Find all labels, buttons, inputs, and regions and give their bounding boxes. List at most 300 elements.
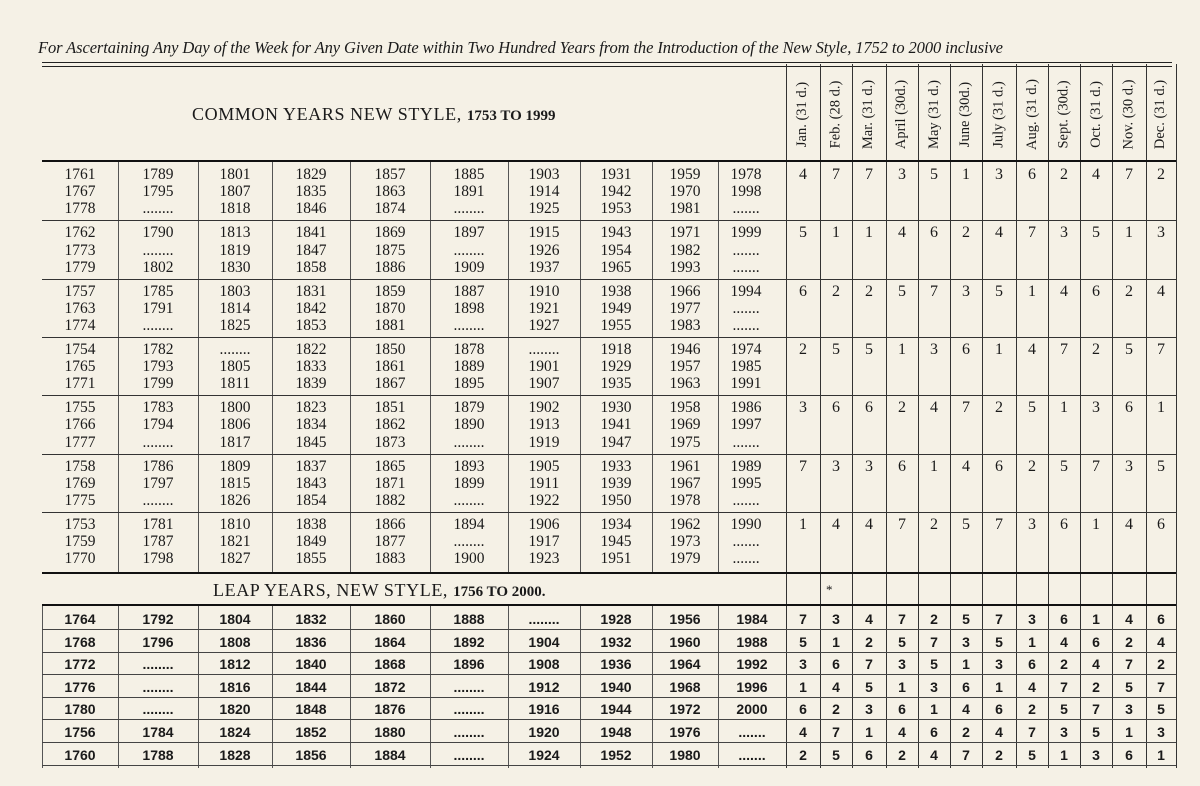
leap-year-cell: 1932 [600, 633, 632, 650]
common-year-cell: 1882 [374, 491, 406, 509]
common-month-code: 2 [1060, 166, 1068, 183]
common-year-cell: 1978 [730, 166, 762, 183]
common-month-code: 6 [1060, 515, 1068, 533]
common-year-cell: ....... [732, 317, 760, 334]
common-year-cell: 1770 [64, 550, 96, 568]
common-year-cell: 1794 [142, 416, 174, 434]
common-year-cell: 1918 [600, 340, 632, 358]
common-year-cell: 1797 [142, 474, 174, 492]
month-label: Aug. (31 d.) [1023, 78, 1040, 150]
common-year-cell: 1829 [295, 166, 327, 183]
common-year-cell: 1938 [600, 282, 632, 300]
month-label: Jan. (31 d.) [794, 81, 811, 147]
leap-year-cell: 1820 [219, 701, 251, 718]
common-year-cell: 1859 [374, 282, 406, 300]
common-year-cell: 1970 [669, 183, 701, 201]
common-year-cell: 1865 [374, 457, 406, 475]
common-month-code: 1 [962, 166, 970, 183]
leap-year-cell: ........ [142, 701, 174, 718]
common-year-cell: ........ [142, 241, 174, 259]
leap-year-cell: 1888 [453, 611, 485, 627]
common-year-cell: 1894 [453, 515, 485, 533]
leap-year-cell: 1924 [528, 746, 560, 763]
common-year-cell: 1831 [295, 282, 327, 300]
month-label: Nov. (30 d.) [1120, 79, 1137, 149]
common-month-code: 6 [995, 457, 1003, 475]
common-month-code: 5 [995, 282, 1003, 300]
common-year-cell: 1803 [219, 282, 251, 300]
common-month-code: 5 [1028, 399, 1036, 417]
common-year-cell: 1913 [528, 416, 560, 434]
common-year-cell: 1775 [64, 491, 96, 509]
leap-year-cell: 1832 [295, 611, 327, 627]
common-year-cell: 1861 [374, 358, 406, 376]
common-year-cell: 1866 [374, 515, 406, 533]
common-year-cell: 1910 [528, 282, 560, 300]
common-month-code: 5 [832, 340, 840, 358]
common-year-cell: 1834 [295, 416, 327, 434]
leap-year-cell: ........ [453, 678, 485, 695]
leap-year-cell: 1796 [142, 633, 174, 650]
common-month-code: 7 [799, 457, 807, 475]
common-month-code: 6 [962, 340, 970, 358]
common-years-range: 1753 TO 1999 [466, 108, 556, 124]
month-header-2 [821, 66, 851, 162]
leap-year-cell: ........ [453, 724, 485, 740]
common-month-code: 5 [865, 340, 873, 358]
leap-year-cell: 1884 [374, 746, 406, 763]
leap-month-code: 5 [930, 656, 938, 673]
leap-year-cell: 1836 [295, 633, 327, 650]
common-year-cell: 1821 [219, 533, 251, 550]
common-year-cell: 1830 [219, 258, 251, 276]
month-header-10 [1081, 66, 1111, 162]
common-year-cell: 1758 [64, 457, 96, 475]
leap-month-code: 5 [995, 633, 1003, 650]
leap-month-code: 6 [1060, 611, 1068, 627]
common-year-cell: 1807 [219, 183, 251, 201]
common-year-cell: 1855 [295, 550, 327, 568]
common-year-cell: ........ [453, 200, 485, 218]
leap-month-code: 3 [799, 656, 807, 673]
common-month-code: 3 [930, 340, 938, 358]
common-year-cell: 1761 [64, 166, 96, 183]
leap-month-code: 4 [1060, 633, 1068, 650]
leap-month-code: 5 [962, 611, 970, 627]
common-year-cell: 1962 [669, 515, 701, 533]
leap-year-cell: 1968 [669, 678, 701, 695]
leap-year-cell: 1856 [295, 746, 327, 763]
common-year-cell: 1891 [453, 183, 485, 201]
common-month-code: 3 [1028, 515, 1036, 533]
leap-year-cell: 1972 [669, 701, 701, 718]
common-month-code: 5 [1060, 457, 1068, 475]
leap-month-code: 4 [995, 724, 1003, 740]
common-year-cell: 1846 [295, 200, 327, 218]
common-month-code: 1 [995, 340, 1003, 358]
common-year-cell: 1939 [600, 474, 632, 492]
leap-month-code: 2 [962, 724, 970, 740]
common-year-cell: 1842 [295, 299, 327, 317]
leap-year-cell: 1908 [528, 656, 560, 673]
leap-month-code: 4 [1157, 633, 1165, 650]
common-year-cell: 1873 [374, 433, 406, 451]
leap-month-code: 7 [1060, 678, 1068, 695]
common-month-code: 7 [832, 166, 840, 183]
common-year-cell: 1986 [730, 399, 762, 417]
common-month-code: 7 [930, 282, 938, 300]
leap-year-cell: 1772 [64, 656, 96, 673]
common-year-cell: 1930 [600, 399, 632, 417]
common-year-cell: 1773 [64, 241, 96, 259]
common-year-cell: 1767 [64, 183, 96, 201]
common-year-cell: 1933 [600, 457, 632, 475]
leap-year-cell: 1780 [64, 701, 96, 718]
common-year-cell: 1931 [600, 166, 632, 183]
leap-month-code: 1 [962, 656, 970, 673]
common-year-cell: 1974 [730, 340, 762, 358]
leap-year-cell: 1960 [669, 633, 701, 650]
leap-year-cell: 1964 [669, 656, 701, 673]
common-month-code: 2 [898, 399, 906, 417]
common-month-code: 5 [1092, 224, 1100, 242]
common-year-cell: 1777 [64, 433, 96, 451]
leap-year-cell: 1940 [600, 678, 632, 695]
common-year-cell: ....... [732, 299, 760, 317]
common-year-cell: 1754 [64, 340, 96, 358]
leap-month-code: 2 [799, 746, 807, 763]
leap-month-code: 6 [832, 656, 840, 673]
common-year-cell: 1839 [295, 375, 327, 393]
month-label: April (30d.) [893, 79, 910, 149]
leap-month-code: 4 [1092, 656, 1100, 673]
common-month-code: 7 [1157, 340, 1165, 358]
month-label: June (30d.) [957, 81, 974, 147]
common-month-code: 3 [1157, 224, 1165, 242]
common-year-cell: ........ [453, 533, 485, 550]
leap-years-label: LEAP YEARS, NEW STYLE, [213, 580, 449, 600]
common-year-cell: 1985 [730, 358, 762, 376]
leap-year-cell: 1840 [295, 656, 327, 673]
leap-month-code: 5 [898, 633, 906, 650]
common-month-code: 6 [865, 399, 873, 417]
common-month-code: 7 [898, 515, 906, 533]
common-month-code: 6 [799, 282, 807, 300]
leap-month-code: 3 [995, 656, 1003, 673]
common-year-cell: ....... [732, 200, 760, 218]
common-month-code: 1 [1028, 282, 1036, 300]
common-year-cell: 1923 [528, 550, 560, 568]
common-year-cell: 1967 [669, 474, 701, 492]
common-year-cell: 1817 [219, 433, 251, 451]
common-year-cell: 1915 [528, 224, 560, 242]
common-month-code: 5 [1125, 340, 1133, 358]
common-year-cell: 1823 [295, 399, 327, 417]
leap-month-code: 7 [832, 724, 840, 740]
common-month-code: 4 [799, 166, 807, 183]
common-year-cell: 1993 [669, 258, 701, 276]
common-year-cell: ........ [453, 433, 485, 451]
leap-year-cell: ........ [142, 656, 174, 673]
common-year-cell: 1766 [64, 416, 96, 434]
common-month-code: 4 [1092, 166, 1100, 183]
common-year-cell: 1907 [528, 375, 560, 393]
common-year-cell: 1965 [600, 258, 632, 276]
month-header-6 [951, 66, 981, 162]
common-year-cell: 1982 [669, 241, 701, 259]
common-month-code: 7 [1125, 166, 1133, 183]
leap-header-bottom-rule [42, 604, 1176, 606]
month-label: Feb. (28 d.) [827, 80, 844, 148]
common-year-cell: 1973 [669, 533, 701, 550]
leap-month-code: 6 [930, 724, 938, 740]
leap-month-code: 4 [930, 746, 938, 763]
leap-years-heading [213, 580, 546, 601]
leap-year-cell: 1852 [295, 724, 327, 740]
common-year-cell: 1978 [669, 491, 701, 509]
common-month-code: 4 [832, 515, 840, 533]
common-year-cell: 1909 [453, 258, 485, 276]
common-year-cell: 1906 [528, 515, 560, 533]
leap-year-cell: ........ [453, 701, 485, 718]
month-header-8 [1017, 66, 1047, 162]
leap-year-cell: 2000 [736, 701, 768, 718]
common-year-cell: ........ [528, 340, 560, 358]
common-year-cell: 1942 [600, 183, 632, 201]
common-year-cell: 1995 [730, 474, 762, 492]
month-header-1 [788, 66, 818, 162]
leap-month-code: 6 [799, 701, 807, 718]
common-month-code: 1 [832, 224, 840, 242]
common-year-cell: ....... [732, 533, 760, 550]
common-year-cell: 1979 [669, 550, 701, 568]
common-years-label: COMMON YEARS NEW STYLE, [192, 104, 462, 124]
common-year-cell: 1951 [600, 550, 632, 568]
leap-month-code: 1 [1028, 633, 1036, 650]
common-year-cell: 1757 [64, 282, 96, 300]
leap-year-cell: 1984 [736, 611, 768, 627]
common-year-cell: 1795 [142, 183, 174, 201]
leap-year-cell: 1952 [600, 746, 632, 763]
common-year-cell: 1759 [64, 533, 96, 550]
common-year-cell: 1755 [64, 399, 96, 417]
common-year-cell: 1850 [374, 340, 406, 358]
common-year-cell: 1843 [295, 474, 327, 492]
common-year-cell: 1946 [669, 340, 701, 358]
common-year-cell: 1900 [453, 550, 485, 568]
leap-year-cell: 1768 [64, 633, 96, 650]
common-year-cell: 1919 [528, 433, 560, 451]
common-year-cell: 1863 [374, 183, 406, 201]
common-year-cell: ....... [732, 433, 760, 451]
common-year-cell: 1874 [374, 200, 406, 218]
common-month-code: 1 [799, 515, 807, 533]
common-year-cell: 1769 [64, 474, 96, 492]
common-year-cell: 1841 [295, 224, 327, 242]
common-month-code: 5 [799, 224, 807, 242]
common-month-code: 3 [832, 457, 840, 475]
common-year-cell: 1837 [295, 457, 327, 475]
month-header-9 [1049, 66, 1079, 162]
common-years-heading [192, 104, 556, 125]
leap-month-code: 4 [865, 611, 873, 627]
common-month-code: 1 [1125, 224, 1133, 242]
leap-year-cell: 1916 [528, 701, 560, 718]
common-year-cell: ........ [453, 317, 485, 334]
leap-year-cell: 1804 [219, 611, 251, 627]
leap-month-code: 7 [962, 746, 970, 763]
leap-year-cell: ........ [453, 746, 485, 763]
leap-month-code: 2 [995, 746, 1003, 763]
common-month-code: 1 [1060, 399, 1068, 417]
common-year-cell: 1927 [528, 317, 560, 334]
leap-month-code: 2 [1125, 633, 1133, 650]
common-year-cell: 1998 [730, 183, 762, 201]
common-year-cell: 1801 [219, 166, 251, 183]
leap-month-code: 3 [1092, 746, 1100, 763]
common-year-cell: ........ [453, 241, 485, 259]
common-year-cell: 1989 [730, 457, 762, 475]
common-year-cell: 1957 [669, 358, 701, 376]
common-year-cell: 1905 [528, 457, 560, 475]
common-year-cell: 1871 [374, 474, 406, 492]
leap-month-code: 7 [1125, 656, 1133, 673]
leap-month-code: 4 [1125, 611, 1133, 627]
month-header-11 [1114, 66, 1144, 162]
common-year-cell: 1765 [64, 358, 96, 376]
leap-year-cell: 1824 [219, 724, 251, 740]
month-header-5 [919, 66, 949, 162]
group-separator [42, 512, 1176, 513]
common-year-cell: ........ [453, 491, 485, 509]
common-year-cell: ........ [142, 200, 174, 218]
leap-month-code: 3 [865, 701, 873, 718]
common-month-code: 5 [962, 515, 970, 533]
common-year-cell: 1934 [600, 515, 632, 533]
common-month-code: 3 [865, 457, 873, 475]
common-month-code: 4 [1060, 282, 1068, 300]
common-year-cell: 1899 [453, 474, 485, 492]
common-year-cell: 1943 [600, 224, 632, 242]
group-separator [42, 279, 1176, 280]
common-year-cell: 1847 [295, 241, 327, 259]
common-year-cell: 1814 [219, 299, 251, 317]
common-month-code: 2 [865, 282, 873, 300]
leap-year-cell: 1860 [374, 611, 406, 627]
common-month-code: 4 [995, 224, 1003, 242]
leap-year-cell: 1828 [219, 746, 251, 763]
common-year-cell: 1815 [219, 474, 251, 492]
leap-month-code: 3 [898, 656, 906, 673]
common-year-cell: 1990 [730, 515, 762, 533]
leap-year-cell: 1992 [736, 656, 768, 673]
leap-year-cell: ....... [738, 746, 766, 763]
leap-month-code: 3 [930, 678, 938, 695]
leap-year-cell: 1904 [528, 633, 560, 650]
common-year-cell: ....... [732, 241, 760, 259]
common-year-cell: 1791 [142, 299, 174, 317]
leap-february-marker: * [826, 582, 833, 597]
common-month-code: 6 [1028, 166, 1036, 183]
leap-year-cell: 1936 [600, 656, 632, 673]
leap-month-code: 1 [832, 633, 840, 650]
common-year-cell: 1945 [600, 533, 632, 550]
common-month-code: 7 [962, 399, 970, 417]
common-year-cell: 1961 [669, 457, 701, 475]
leap-year-cell: ....... [738, 724, 766, 740]
leap-year-cell: 1816 [219, 678, 251, 695]
leap-row-rule [42, 629, 1176, 630]
leap-year-cell: 1928 [600, 611, 632, 627]
common-month-code: 7 [995, 515, 1003, 533]
leap-row-rule [42, 652, 1176, 653]
common-year-cell: 1963 [669, 375, 701, 393]
leap-month-code: 3 [1028, 611, 1036, 627]
leap-month-code: 3 [1157, 724, 1165, 740]
leap-month-code: 6 [962, 678, 970, 695]
table-title: For Ascertaining Any Day of the Week for Any Given Date within Two Hundred Years from the Introduction of the New Style, 1752 to 2000 inclusive [38, 38, 1003, 57]
common-month-code: 4 [1125, 515, 1133, 533]
common-year-cell: 1991 [730, 375, 762, 393]
leap-month-code: 1 [1060, 746, 1068, 763]
common-month-code: 6 [898, 457, 906, 475]
common-year-cell: 1886 [374, 258, 406, 276]
common-year-cell: 1854 [295, 491, 327, 509]
leap-month-code: 5 [1157, 701, 1165, 718]
leap-month-code: 2 [1028, 701, 1036, 718]
group-separator [42, 337, 1176, 338]
leap-month-code: 7 [865, 656, 873, 673]
common-year-cell: 1954 [600, 241, 632, 259]
common-month-code: 2 [832, 282, 840, 300]
common-year-cell: 1981 [669, 200, 701, 218]
leap-year-cell: 1808 [219, 633, 251, 650]
leap-year-cell: 1988 [736, 633, 768, 650]
common-year-cell: 1849 [295, 533, 327, 550]
group-separator [42, 220, 1176, 221]
leap-month-code: 6 [865, 746, 873, 763]
leap-year-cell: 1880 [374, 724, 406, 740]
common-month-code: 4 [930, 399, 938, 417]
common-year-cell: 1997 [730, 416, 762, 434]
leap-month-code: 5 [832, 746, 840, 763]
common-year-cell: 1806 [219, 416, 251, 434]
common-year-cell: 1966 [669, 282, 701, 300]
common-year-cell: 1999 [730, 224, 762, 242]
leap-year-cell: 1756 [64, 724, 96, 740]
leap-year-cell: 1980 [669, 746, 701, 763]
common-year-cell: 1870 [374, 299, 406, 317]
common-month-code: 3 [1125, 457, 1133, 475]
common-year-cell: 1833 [295, 358, 327, 376]
common-year-cell: 1811 [219, 375, 251, 393]
leap-month-code: 1 [995, 678, 1003, 695]
common-year-cell: 1853 [295, 317, 327, 334]
leap-month-code: 5 [1060, 701, 1068, 718]
leap-month-code: 2 [1060, 656, 1068, 673]
common-year-cell: 1779 [64, 258, 96, 276]
leap-year-cell: 1892 [453, 633, 485, 650]
common-year-cell: 1867 [374, 375, 406, 393]
common-year-cell: 1822 [295, 340, 327, 358]
common-year-cell: 1889 [453, 358, 485, 376]
leap-month-code: 1 [865, 724, 873, 740]
common-year-cell: 1911 [528, 474, 560, 492]
common-year-cell: 1845 [295, 433, 327, 451]
leap-month-code: 6 [1092, 633, 1100, 650]
common-year-cell: 1941 [600, 416, 632, 434]
common-year-cell: 1950 [600, 491, 632, 509]
